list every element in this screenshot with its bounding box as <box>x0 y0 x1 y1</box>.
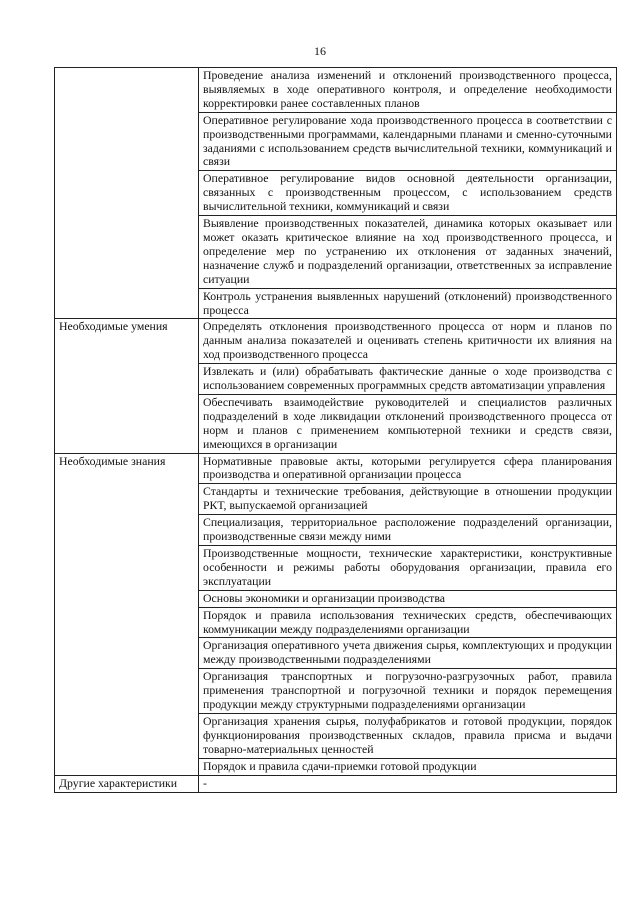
row-item-text: Обеспечивать взаимодействие руководителей и специалистов различных подразделений в ходе ликвидации отклонений производственного процесса от норм и планов с применением компьютерной техники и средств связи, имеющихся в организации <box>199 394 617 453</box>
row-item-text: Стандарты и технические требования, действующие в отношении продукции РКТ, выпускаемой организацией <box>199 484 617 515</box>
row-item-text: Контроль устранения выявленных нарушений (отклонений) производственного процесса <box>199 288 617 319</box>
table-row <box>55 453 617 484</box>
row-item-text: Порядок и правила использования технических средств, обеспечивающих коммуникации между подразделениями организации <box>199 607 617 638</box>
row-item-text: - <box>199 775 617 792</box>
row-item-text: Производственные мощности, технические характеристики, конструктивные особенности и режимы работы оборудования организации, правила его эксплуатации <box>199 546 617 591</box>
row-item-text: Определять отклонения производственного процесса от норм и планов по данным анализа показателей и оценивать степень критичности их влияния на ход производственного процесса <box>199 319 617 364</box>
row-item-text: Проведение анализа изменений и отклонений производственного процесса, выявляемых в ходе оперативного контроля, и определение необходимости корректировки ранее составленных планов <box>199 68 617 113</box>
row-item-text: Специализация, территориальное расположение подразделений организации, производственные связи между ними <box>199 515 617 546</box>
row-item-text: Извлекать и (или) обрабатывать фактические данные о ходе производства с использованием современных программных средств автоматизации управления <box>199 364 617 395</box>
row-item-text: Оперативное регулирование хода производственного процесса в соответствии с производственными программами, календарными планами и сменно-суточными заданиями с использованием средств вычислительной техники, коммуникаций и связи <box>199 112 617 171</box>
row-item-text: Нормативные правовые акты, которыми регулируется сфера планирования производства и оперативной организации процесса <box>199 453 617 484</box>
row-item-text: Организация транспортных и погрузочно-разгрузочных работ, правила применения транспортной и погрузочной техники и порядок перемещения продукции между структурными подразделениями организации <box>199 669 617 714</box>
row-item-text: Оперативное регулирование видов основной деятельности организации, связанных с производственным процессом, с использованием средств вычислительной техники, коммуникаций и связи <box>199 171 617 216</box>
row-item-text: Выявление производственных показателей, динамика которых оказывает или может оказать критическое влияние на ход производственного процесса, и определение мер по устранению их отклонения от заданных значений, назначение служб и подразделений организации, ответственных за исправление ситуации <box>199 216 617 289</box>
table-row <box>55 319 617 364</box>
row-item-text: Порядок и правила сдачи-приемки готовой продукции <box>199 758 617 775</box>
page-number: 16 <box>314 44 326 58</box>
row-item-text: Организация оперативного учета движения сырья, комплектующих и продукции между производственными подразделениями <box>199 638 617 669</box>
row-group-label: Другие характеристики <box>55 775 199 792</box>
functions-table <box>54 67 617 793</box>
row-item-text: Основы экономики и организации производства <box>199 590 617 607</box>
row-group-label: Необходимые умения <box>55 319 199 453</box>
row-item-text: Организация хранения сырья, полуфабрикатов и готовой продукции, порядок функционирования производственных складов, правила присма и выдачи товарно-материальных ценностей <box>199 713 617 758</box>
row-group-label <box>55 68 199 319</box>
row-group-label: Необходимые знания <box>55 453 199 775</box>
table-row <box>55 68 617 113</box>
table-row <box>55 775 617 792</box>
table-body <box>55 68 617 793</box>
